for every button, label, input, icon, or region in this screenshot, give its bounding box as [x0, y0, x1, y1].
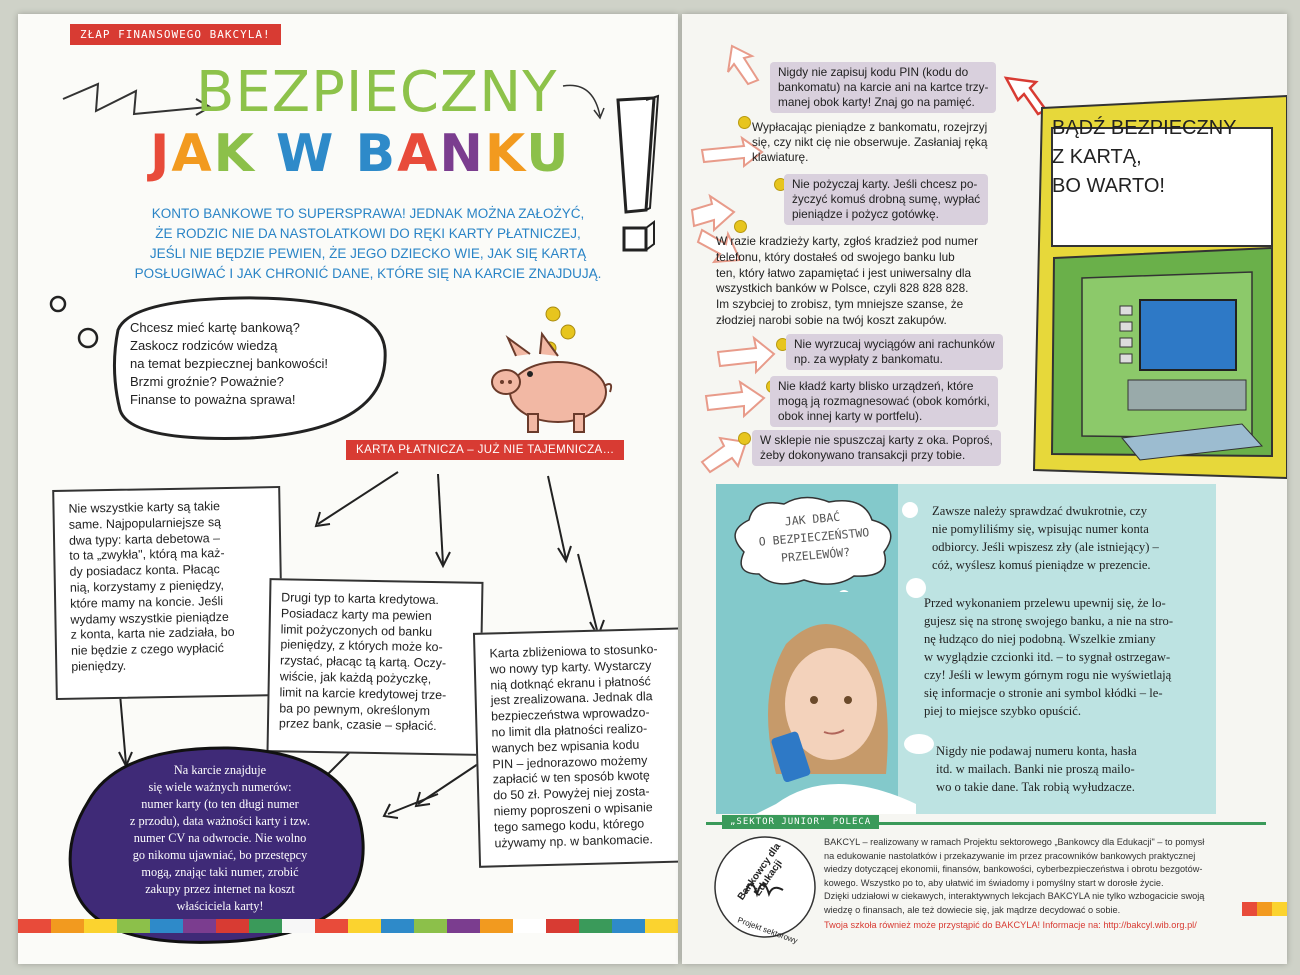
cloud-bullet-icon	[900, 500, 920, 520]
intro-line: KONTO BANKOWE TO SUPERSPRAWA! JEDNAK MOŻNA ZAŁOŻYĆ,	[151, 206, 585, 221]
para-line: itd. w mailach. Banki nie proszą mailo-	[936, 762, 1135, 776]
tip-line: się, czy nikt cię nie obserwuje. Zasłaniaj ręką	[752, 135, 988, 149]
box1-line: Nie wszystkie karty są takie	[68, 499, 221, 516]
tip-6	[770, 376, 998, 427]
intro-line: JEŚLI NIE BĘDZIE PEWIEN, ŻE JEGO DZIECKO WIE, JAK SIĘ KARTĄ	[149, 246, 587, 261]
footer-line: wiedzy dotyczącej ekonomii, finansów, bankowości, cyberbezpieczeństwa i obrotu bezgotów-	[824, 864, 1203, 874]
tip-line: żeby dokonywano transakcji przy tobie.	[760, 448, 966, 462]
curve-arrow-icon	[558, 76, 608, 126]
blob-line: numer karty (to ten długi numer	[141, 797, 299, 811]
bubble-line: Brzmi groźnie? Poważnie?	[130, 374, 284, 389]
bubble-line: Finanse to poważna sprawa!	[130, 392, 296, 407]
strip-segment	[447, 919, 480, 933]
box3-line: Karta zbliżeniowa to stosunko-	[489, 642, 658, 661]
box1-line: pieniędzy.	[71, 658, 127, 674]
box2-line: wiście, jak każdą pożyczkę,	[279, 669, 432, 686]
credit-card-box	[266, 578, 483, 756]
tip-5	[786, 334, 1003, 370]
tip-line: wszystkich banków w Polsce, czyli 828 828 828.	[716, 281, 969, 296]
strip-segment	[249, 919, 282, 933]
tip-line: Nigdy nie zapisuj kodu PIN (kodu do	[778, 65, 969, 79]
strip-segment	[348, 919, 381, 933]
title-line-2	[150, 124, 571, 184]
box3-line: no limit dla płatności realizo-	[491, 721, 648, 740]
color-strip	[1242, 902, 1287, 916]
title-letter: A	[171, 124, 214, 184]
strip-segment	[579, 919, 612, 933]
title-letter: W	[276, 124, 336, 184]
strip-segment	[183, 919, 216, 933]
title-letter: U	[526, 124, 571, 184]
footer-line: Dzięki udziałowi w ciekawych, interaktywnych lekcjach BAKCYLA nie tylko wzbogacicie swoją	[824, 891, 1205, 901]
blob-line: Na karcie znajduje	[173, 763, 267, 777]
box3-line: używamy np. w bankomacie.	[494, 831, 653, 850]
contactless-card-box	[473, 627, 678, 868]
title-line-1: BEZPIECZNY	[196, 60, 558, 125]
title-letter: K	[484, 124, 527, 184]
para-line: cóż, wyślesz komuś pieniądze w prezencie.	[932, 558, 1151, 572]
tip-line: ten, który łatwo zapamiętać i jest uniwersalny dla	[716, 265, 972, 280]
strip-segment	[282, 919, 315, 933]
title-letter	[335, 124, 355, 184]
box3-line: zapłacić w ten sposób kwotę	[492, 768, 650, 787]
tip-4	[716, 234, 978, 329]
tip-line: Nie kładź karty blisko urządzeń, które	[778, 379, 974, 393]
tip-line: W razie kradzieży karty, zgłoś kradzież pod numer	[716, 234, 979, 248]
tip-3	[784, 174, 988, 225]
bubble-line: Zaskocz rodziców wiedzą	[130, 338, 278, 353]
intro-line: POSŁUGIWAĆ I JAK CHRONIĆ DANE, KTÓRE SIĘ NA KARCIE ZNAJDUJĄ.	[134, 266, 602, 281]
title-letter: J	[150, 124, 172, 184]
tip-line: manej obok karty! Znaj go na pamięć.	[778, 95, 975, 109]
blob-line: numer CV na odwrocie. Nie wolno	[133, 831, 307, 845]
strip-segment	[480, 919, 513, 933]
box2-line: pieniędzy, z których może ko-	[280, 637, 443, 655]
tip-line: życzyć komuś drobną sumę, wypłać	[792, 192, 981, 206]
strip-segment	[546, 919, 579, 933]
section-label: KARTA PŁATNICZA – JUŻ NIE TAJEMNICZA…	[346, 440, 624, 460]
box2-line: Posiadacz karty ma pewien	[280, 606, 432, 623]
atm-sign-line: BĄDŹ BEZPIECZNY	[1052, 117, 1237, 139]
transfer-para-2	[924, 594, 1173, 720]
strip-segment	[612, 919, 645, 933]
box3-line: wo nowy typ karty. Wystarczy	[489, 658, 652, 677]
tip-line: pieniądze i pożycz gotówkę.	[792, 207, 939, 221]
box3-line: do 50 zł. Powyżej niej zosta-	[493, 784, 650, 803]
box2-line: limit na karcie kredytowej trze-	[279, 685, 447, 703]
cloud-line: PRZELEWÓW?	[780, 544, 851, 565]
intro-line: ŻE RODZIC NIE DA NASTOLATKOWI DO RĘKI KARTY PŁATNICZEJ,	[155, 226, 581, 241]
footer-line: na edukowanie nastolatków i przekazywanie im przez pracowników bankowych praktycznej	[824, 850, 1196, 861]
cloud-line: O BEZPIECZEŃSTWO	[758, 525, 870, 549]
para-line: się informacje o stronie ani symbol kłódki – le-	[924, 686, 1163, 700]
tip-line: złodziej narobi sobie na twój koszt zakupów.	[716, 312, 947, 327]
para-line: Zawsze należy sprawdzać dwukrotnie, czy	[932, 504, 1148, 518]
tip-line: Im szybciej to zrobisz, tym mniejsze szanse, że	[716, 297, 964, 312]
tip-line: W sklepie nie spuszczaj karty z oka. Poproś,	[760, 433, 993, 447]
box3-line: niemy poproszeni o wpisanie	[493, 800, 653, 819]
title-letter: B	[355, 124, 398, 184]
tip-line: obok innej karty w portfelu).	[778, 409, 923, 423]
debit-card-box	[52, 486, 284, 700]
piggy-bank-icon	[478, 304, 618, 439]
title-letter: A	[397, 124, 440, 184]
strip-segment	[513, 919, 546, 933]
section-banner: ZŁAP FINANSOWEGO BAKCYLA!	[70, 24, 281, 45]
tip-1	[770, 62, 996, 113]
tip-line: np. za wypłaty z bankomatu.	[794, 352, 943, 366]
box3-line: nią dotknąć ekranu i płatność	[490, 673, 651, 693]
title-letter: N	[439, 124, 485, 184]
transfer-para-3	[936, 742, 1137, 796]
coin-icon	[738, 432, 751, 445]
box2-line: Drugi typ to karta kredytowa.	[281, 590, 440, 608]
strip-segment	[645, 919, 678, 933]
strip-segment	[84, 919, 117, 933]
tip-line: klawiaturę.	[752, 150, 809, 164]
box1-line: dy posiadacz konta. Płacąc	[69, 562, 220, 579]
footer-link[interactable]: Twoja szkoła również może przystąpić do BAKCYLA! Informacje na: http://bakcyl.wib.org.pl/	[824, 920, 1197, 930]
para-line: w wyglądzie czcionki itd. – to sygnał ostrzegaw-	[924, 650, 1171, 664]
box2-line: limit pożyczonych od banku	[280, 621, 433, 639]
footer-line: BAKCYL – realizowany w ramach Projektu sektorowego „Bankowcy dla Edukacji" – to pomysł	[824, 837, 1205, 847]
para-line: Nigdy nie podawaj numeru konta, hasła	[936, 744, 1137, 758]
box1-line: same. Najpopularniejsze są	[68, 514, 222, 532]
title-letter: K	[213, 124, 256, 184]
tip-7	[752, 430, 1001, 466]
para-line: nę łudząco do niej podobną. Wszelkie zmiany	[924, 632, 1156, 646]
box3-line: PIN – jednorazowo możemy	[492, 752, 648, 772]
para-line: odbiorcy. Jeśli wpiszesz zły (ale istniejący) –	[932, 540, 1159, 554]
box3-line: jest zrealizowana. Jednak dla	[490, 689, 653, 708]
tip-line: Nie pożyczaj karty. Jeśli chcesz po-	[792, 177, 978, 191]
box3-line: tego samego kodu, którego	[493, 816, 645, 835]
strip-segment	[1242, 902, 1257, 916]
transfer-para-1	[932, 502, 1159, 574]
para-line: Przed wykonaniem przelewu upewnij się, że lo-	[924, 596, 1166, 610]
strip-segment	[117, 919, 150, 933]
box1-line: wydamy wszystkie pieniądze	[70, 609, 229, 627]
bubble-line: na temat bezpiecznej bankowości!	[130, 356, 329, 371]
left-page	[18, 14, 678, 964]
title-letter	[256, 124, 276, 184]
strip-segment	[1257, 902, 1272, 916]
tip-line: bankomatu) na karcie ani na kartce trzy-	[778, 80, 989, 94]
box1-line: to ta „zwykła", którą ma każ-	[69, 546, 225, 564]
blob-line: go nikomu ujawniać, bo przestępcy	[132, 848, 308, 862]
box1-line: z konta, karta nie zadziała, bo	[70, 625, 235, 643]
right-page	[682, 14, 1287, 964]
strip-segment	[1272, 902, 1287, 916]
numbers-blob-text	[80, 762, 360, 915]
cloud-line: JAK DBAĆ	[784, 509, 841, 529]
tip-line: mogą ją rozmagnesować (obok komórki,	[778, 394, 990, 408]
box1-line: nią, korzystamy z pieniędzy,	[69, 578, 225, 595]
tip-line: Wypłacając pieniądze z bankomatu, rozejrzyj	[752, 120, 988, 134]
logo-text-bottom: Projekt sektorowy	[736, 915, 799, 946]
bubble-text	[130, 319, 390, 409]
strip-segment	[414, 919, 447, 933]
bubble-line: Chcesz mieć kartę bankową?	[130, 320, 300, 335]
blob-line: mogą, znając taki numer, zrobić	[141, 865, 299, 879]
atm-sign-line: BO WARTO!	[1052, 175, 1165, 197]
box1-line: dwa typy: karta debetowa –	[68, 530, 221, 548]
strip-segment	[216, 919, 249, 933]
blob-line: zakupy przez internet na koszt	[145, 882, 295, 896]
box2-line: ba po pewnym, określonym	[279, 700, 431, 718]
girl-photo	[716, 604, 926, 814]
tip-2	[752, 120, 987, 165]
tip-line: Nie wyrzucaj wyciągów ani rachunków	[794, 337, 995, 351]
box3-line: bezpieczeństwa wprowadzo-	[490, 705, 650, 724]
para-line: gujesz się na stronę swojego banku, a nie na stro-	[924, 614, 1174, 628]
atm-sign-line: Z KARTĄ,	[1052, 146, 1142, 168]
cloud-bullet-icon	[902, 732, 936, 756]
footer-tag: „SEKTOR JUNIOR" POLECA	[722, 815, 879, 829]
strip-segment	[381, 919, 414, 933]
box2-line: przez bank, czasie – spłacić.	[278, 716, 437, 734]
footer-text	[824, 836, 1204, 933]
logo-text-top: Bankowcy dla Edukacji	[735, 841, 785, 903]
coin-icon	[734, 220, 747, 233]
footer-line: wiedzę o finansach, ale też dowiecie się, jak mądrze decydować o sobie.	[824, 904, 1121, 915]
box1-line: które mamy na koncie. Jeśli	[70, 593, 224, 611]
para-line: wo o takie dane. Tak robią wyłudzacze.	[936, 780, 1135, 794]
strip-segment	[18, 919, 51, 933]
tip-line: telefonu, który dostałeś od swojego banku lub	[716, 249, 955, 264]
color-strip	[18, 919, 678, 933]
blob-line: się wiele ważnych numerów:	[148, 780, 292, 794]
strip-segment	[51, 919, 84, 933]
footer-line: kowego. Wszystko po to, aby ułatwić im świadomy i pomyślny start w dorosłe życie.	[824, 877, 1164, 888]
box1-line: nie będzie z czego wypłacić	[70, 641, 225, 658]
atm-sign	[1052, 114, 1236, 201]
para-line: piej to miejsce szybko opuścić.	[924, 704, 1082, 718]
blob-line: właściciela karty!	[176, 899, 264, 913]
para-line: nie pomyliliśmy się, wpisując numer konta	[932, 522, 1149, 536]
strip-segment	[150, 919, 183, 933]
blob-line: z przodu), data ważności karty i tzw.	[129, 814, 311, 828]
zigzag-arrow-icon	[58, 69, 218, 129]
intro-text	[98, 204, 638, 284]
box2-line: rzystać, płacąc tą kartą. Oczy-	[279, 653, 447, 671]
para-line: czy! Jeśli w lewym górnym rogu nie wyświetlają	[924, 668, 1172, 682]
coin-icon	[738, 116, 751, 129]
strip-segment	[315, 919, 348, 933]
box3-line: wanych bez wpisania kodu	[491, 737, 640, 756]
